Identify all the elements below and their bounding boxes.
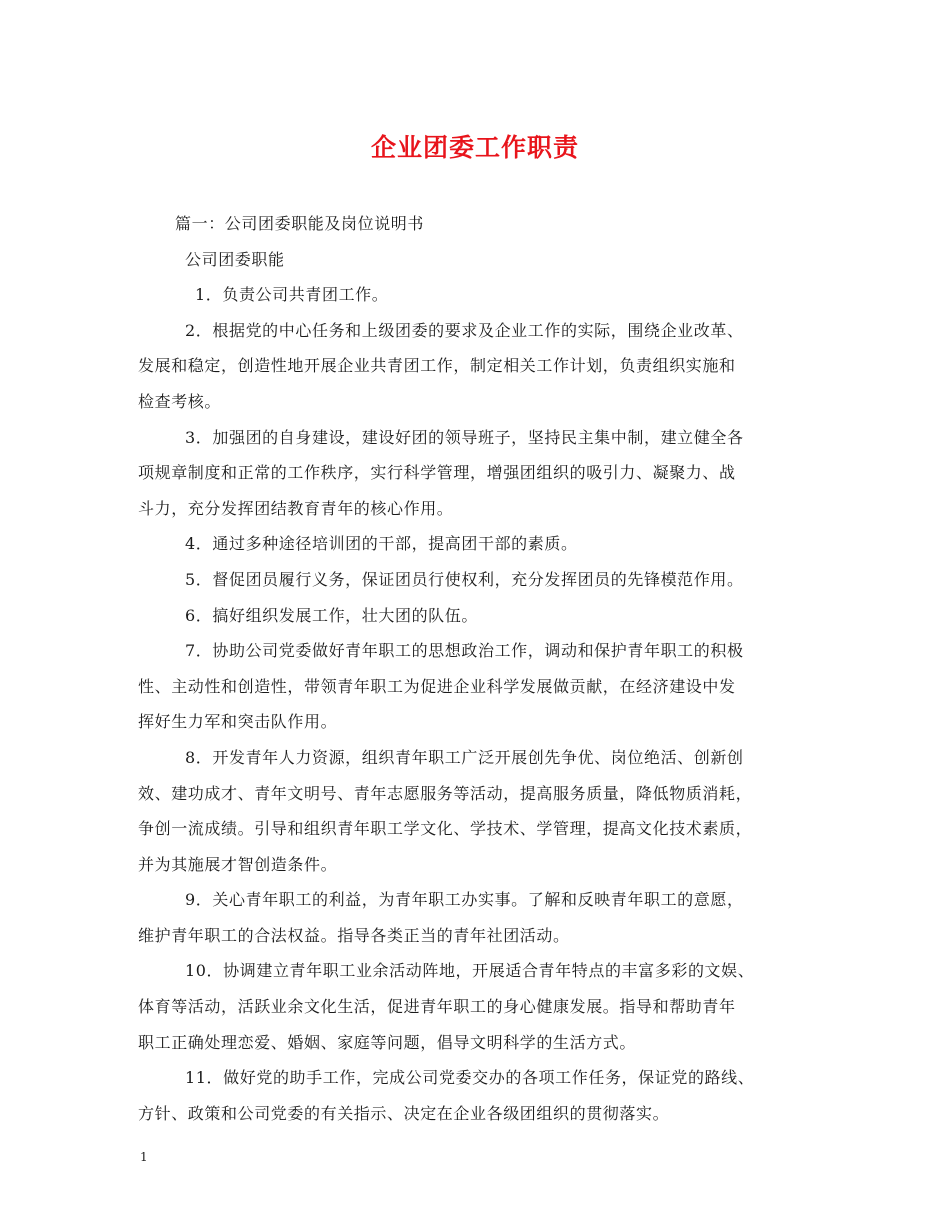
body-line: 争创一流成绩。引导和组织青年职工学文化、学技术、学管理，提高文化技术素质， xyxy=(138,819,753,839)
body-line: 11．做好党的助手工作，完成公司党委交办的各项工作任务，保证党的路线、 xyxy=(185,1068,755,1088)
body-line: 挥好生力军和突击队作用。 xyxy=(138,712,338,732)
document-title: 企业团委工作职责 xyxy=(370,133,579,162)
body-line: 6．搞好组织发展工作，壮大团的队伍。 xyxy=(185,605,478,625)
body-line: 发展和稳定，创造性地开展企业共青团工作，制定相关工作计划，负责组织实施和 xyxy=(138,356,736,376)
body-line: 7．协助公司党委做好青年职工的思想政治工作，调动和保护青年职工的积极 xyxy=(185,641,744,661)
body-line: 9．关心青年职工的利益，为青年职工办实事。了解和反映青年职工的意愿， xyxy=(185,890,744,910)
body-line: 10．协调建立青年职工业余活动阵地，开展适合青年特点的丰富多彩的文娱、 xyxy=(185,961,755,981)
document-body xyxy=(138,206,818,1131)
body-line: 斗力，充分发挥团结教育青年的核心作用。 xyxy=(138,498,454,518)
body-line: 2．根据党的中心任务和上级团委的要求及企业工作的实际，围绕企业改革、 xyxy=(185,320,744,340)
body-line: 检查考核。 xyxy=(138,391,222,411)
body-line: 性、主动性和创造性，带领青年职工为促进企业科学发展做贡献，在经济建设中发 xyxy=(138,676,736,696)
body-line: 8．开发青年人力资源，组织青年职工广泛开展创先争优、岗位绝活、创新创 xyxy=(185,747,744,767)
body-line: 并为其施展才智创造条件。 xyxy=(138,854,338,874)
body-line: 3．加强团的自身建设，建设好团的领导班子，坚持民主集中制，建立健全各 xyxy=(185,427,744,447)
body-line: 维护青年职工的合法权益。指导各类正当的青年社团活动。 xyxy=(138,925,570,945)
body-line: 公司团委职能 xyxy=(185,249,285,269)
page-number: 1 xyxy=(140,1150,148,1164)
body-line: 4．通过多种途径培训团的干部，提高团干部的素质。 xyxy=(185,534,578,554)
body-line: 体育等活动，活跃业余文化生活，促进青年职工的身心健康发展。指导和帮助青年 xyxy=(138,997,736,1017)
body-line: 项规章制度和正常的工作秩序，实行科学管理，增强团组织的吸引力、凝聚力、战 xyxy=(138,463,736,483)
body-line: 5．督促团员履行义务，保证团员行使权利，充分发挥团员的先锋模范作用。 xyxy=(185,569,744,589)
body-line: 方针、政策和公司党委的有关指示、决定在企业各级团组织的贯彻落实。 xyxy=(138,1103,670,1123)
body-line: 1．负责公司共青团工作。 xyxy=(195,285,389,305)
body-line: 篇一：公司团委职能及岗位说明书 xyxy=(175,214,425,233)
body-line: 职工正确处理恋爱、婚姻、家庭等问题，倡导文明科学的生活方式。 xyxy=(138,1032,637,1052)
body-line: 效、建功成才、青年文明号、青年志愿服务等活动，提高服务质量，降低物质消耗， xyxy=(138,783,753,803)
